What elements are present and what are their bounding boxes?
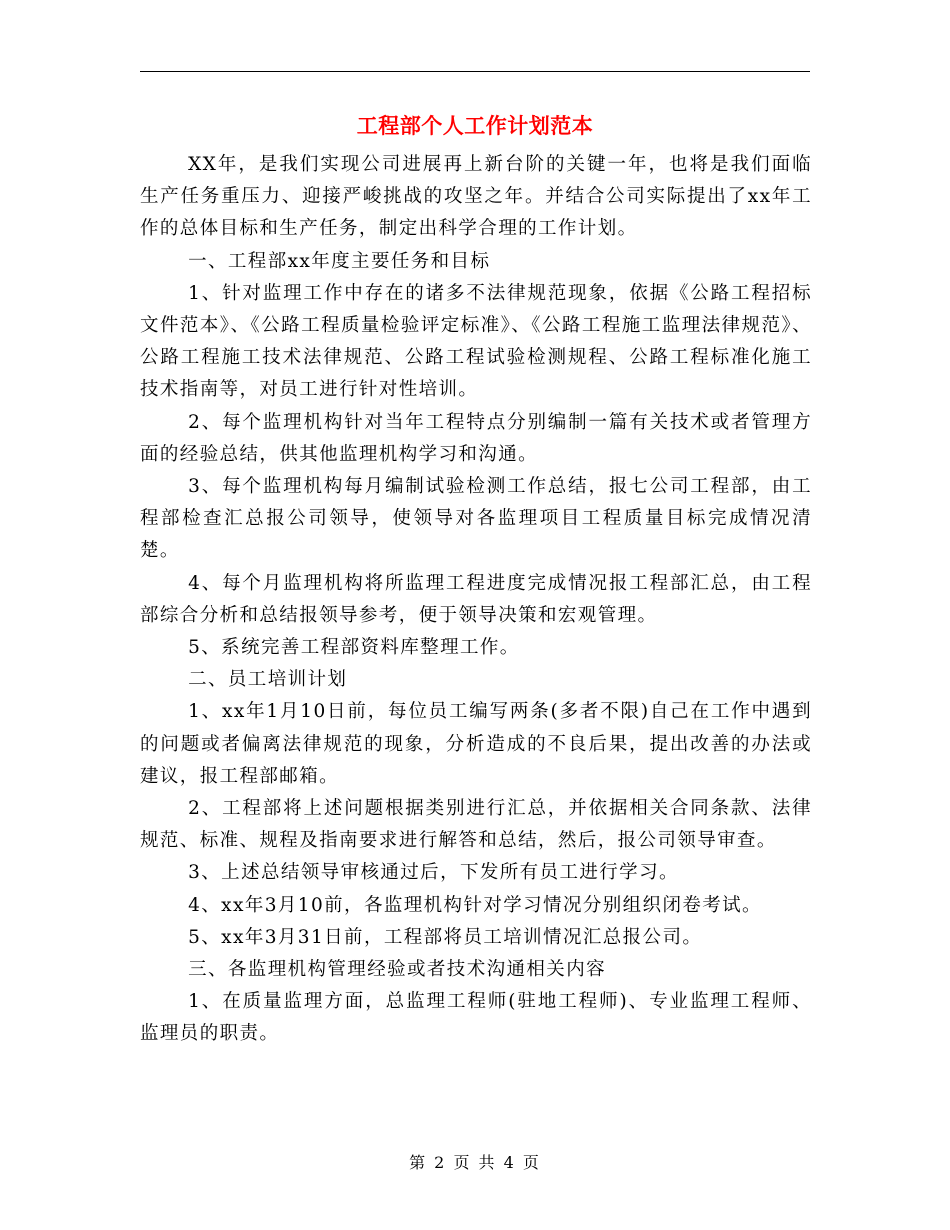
paragraph: 3、上述总结领导审核通过后，下发所有员工进行学习。 [188,862,679,884]
paragraph: 4、每个月监理机构将所监理工程进度完成情况报工程部汇总，由工程部综合分析和总结报领导参考，便于领导决策和宏观管理。 [140,572,812,626]
paragraph: 1、xx年1月10日前，每位员工编写两条(多者不限)自己在工作中遇到的问题或者偏离法律规范的现象，分析造成的不良后果，提出改善的办法或建议，报工程部邮箱。 [140,701,812,787]
paragraph: 2、工程部将上述问题根据类别进行汇总，并依据相关合同条款、法律规范、标准、规程及指南要求进行解答和总结，然后，报公司领导审查。 [140,798,812,852]
section-heading-3: 三、各监理机构管理经验或者技术沟通相关内容 [188,959,606,981]
document-body [140,149,812,1051]
section-heading-2: 二、员工培训计划 [188,669,348,691]
intro-paragraph: XX年，是我们实现公司进展再上新台阶的关键一年，也将是我们面临生产任务重压力、迎接严峻挑战的攻坚之年。并结合公司实际提出了xx年工作的总体目标和生产任务，制定出科学合理的工作计划。 [140,154,812,240]
page-footer: 第 2 页 共 4 页 [409,1153,541,1172]
paragraph: 1、在质量监理方面，总监理工程师(驻地工程师)、专业监理工程师、监理员的职责。 [140,991,812,1045]
paragraph: 3、每个监理机构每月编制试验检测工作总结，报七公司工程部，由工程部检查汇总报公司领导，使领导对各监理项目工程质量目标完成情况清楚。 [140,476,812,562]
paragraph: 2、每个监理机构针对当年工程特点分别编制一篇有关技术或者管理方面的经验总结，供其他监理机构学习和沟通。 [140,411,812,465]
section-heading-1: 一、工程部xx年度主要任务和目标 [188,250,491,272]
paragraph: 5、xx年3月31日前，工程部将员工培训情况汇总报公司。 [188,926,703,948]
document-title: 工程部个人工作计划范本 [356,114,594,138]
paragraph: 4、xx年3月10前，各监理机构针对学习情况分别组织闭卷考试。 [188,894,762,916]
paragraph: 5、系统完善工程部资料库整理工作。 [188,637,520,659]
header-rule [140,71,810,72]
paragraph: 1、针对监理工作中存在的诸多不法律规范现象，依据《公路工程招标文件范本》、《公路工程质量检验评定标准》、《公路工程施工监理法律规范》、公路工程施工技术法律规范、公路工程试验检测规程、公路工程标准化施工技术指南等，对员工进行针对性培训。 [140,282,812,401]
